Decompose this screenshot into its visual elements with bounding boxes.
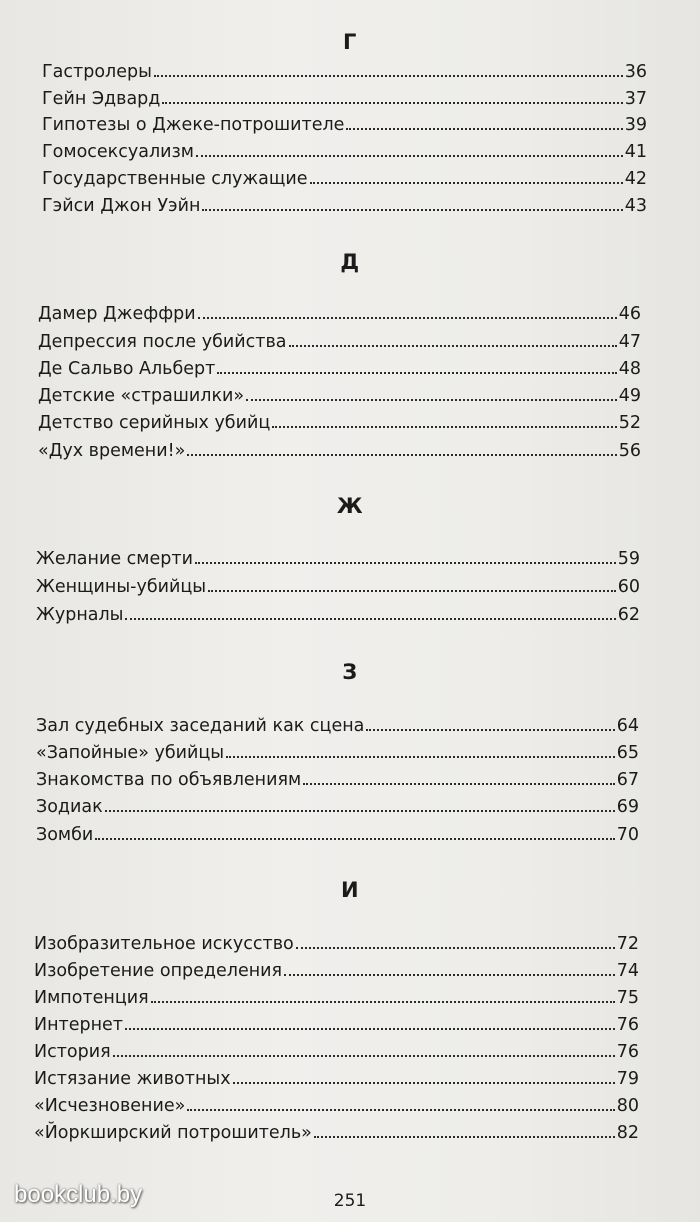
leader-dots <box>272 426 616 428</box>
entry-name: Знакомства по объявлениям <box>36 770 302 790</box>
entry-page: 70 <box>616 825 639 845</box>
index-entry <box>34 1069 639 1089</box>
entry-name: Истязание животных <box>34 1069 231 1089</box>
entry-page: 37 <box>624 89 647 109</box>
entry-page: 62 <box>617 605 640 625</box>
index-entry <box>36 605 640 625</box>
index-entry <box>34 1096 639 1116</box>
entry-name: Гэйси Джон Уэйн <box>42 196 201 216</box>
entry-name: Интернет <box>34 1015 124 1035</box>
leader-dots <box>95 838 614 840</box>
index-entry <box>36 549 640 569</box>
section-letter: Г <box>343 30 357 54</box>
leader-dots <box>303 783 615 785</box>
entry-page: 52 <box>618 413 641 433</box>
leader-dots <box>125 618 615 620</box>
entry-name: Изобразительное искусство <box>34 934 294 954</box>
index-entry <box>36 577 640 597</box>
entry-name: Желание смерти <box>36 549 193 569</box>
index-entry <box>42 196 647 216</box>
site-watermark: bookclub.by <box>14 1181 143 1208</box>
entry-name: Женщины-убийцы <box>36 577 207 597</box>
leader-dots <box>113 1055 615 1057</box>
index-entry <box>36 770 639 790</box>
leader-dots <box>105 810 615 812</box>
leader-dots <box>289 345 617 347</box>
entry-page: 39 <box>624 115 647 135</box>
page-number: 251 <box>333 1191 367 1211</box>
entry-page: 80 <box>616 1096 639 1116</box>
index-entry <box>42 169 647 189</box>
entry-name: Депрессия после убийства <box>38 332 287 352</box>
entry-page: 36 <box>624 62 647 82</box>
leader-dots <box>202 209 622 211</box>
entry-name: «Дух времени!» <box>38 441 186 461</box>
entry-name: Де Сальво Альберт <box>38 359 216 379</box>
entry-name: Гейн Эдвард <box>42 89 161 109</box>
entry-page: 74 <box>616 961 639 981</box>
entry-name: Зал судебных заседаний как сцена <box>36 716 365 736</box>
entry-page: 60 <box>617 577 640 597</box>
leader-dots <box>226 756 615 758</box>
entry-page: 76 <box>616 1015 639 1035</box>
entry-page: 75 <box>616 988 639 1008</box>
entry-page: 56 <box>618 441 641 461</box>
leader-dots <box>310 182 623 184</box>
entry-page: 82 <box>616 1123 639 1143</box>
entry-page: 41 <box>624 142 647 162</box>
index-entry <box>42 62 647 82</box>
index-entry <box>42 142 647 162</box>
entry-name: Гастролеры <box>42 62 152 82</box>
leader-dots <box>187 1109 614 1111</box>
entry-name: Журналы <box>36 605 124 625</box>
entry-name: «Йоркширский потрошитель» <box>34 1123 312 1143</box>
entry-page: 69 <box>616 797 639 817</box>
entry-page: 72 <box>616 934 639 954</box>
index-entry <box>34 934 639 954</box>
section-letter: И <box>340 878 360 902</box>
leader-dots <box>233 1082 615 1084</box>
entry-name: Детские «страшилки» <box>38 386 245 406</box>
entry-page: 64 <box>616 716 639 736</box>
index-entry <box>34 1123 639 1143</box>
index-entry <box>34 1015 639 1035</box>
index-entry <box>34 961 639 981</box>
entry-page: 47 <box>618 332 641 352</box>
entry-name: Изобретение определения <box>34 961 283 981</box>
entry-name: Импотенция <box>34 988 149 1008</box>
entry-name: «Запойные» убийцы <box>36 743 225 763</box>
leader-dots <box>314 1136 615 1138</box>
index-entry <box>36 825 639 845</box>
index-entry <box>36 716 639 736</box>
index-entry <box>36 797 639 817</box>
index-entry <box>38 304 641 324</box>
entry-name: Детство серийных убийц <box>38 413 271 433</box>
entry-page: 46 <box>618 304 641 324</box>
entry-name: Гомосексуализм <box>42 142 195 162</box>
section-letter: Ж <box>336 494 364 518</box>
entry-page: 49 <box>618 386 641 406</box>
leader-dots <box>284 974 615 976</box>
index-entry <box>36 743 639 763</box>
entry-name: История <box>34 1042 111 1062</box>
entry-name: Зомби <box>36 825 94 845</box>
index-entry <box>42 89 647 109</box>
leader-dots <box>196 155 623 157</box>
entry-name: Дамер Джеффри <box>38 304 196 324</box>
index-entry <box>38 413 641 433</box>
leader-dots <box>208 590 616 592</box>
entry-page: 76 <box>616 1042 639 1062</box>
section-letter: З <box>342 660 358 684</box>
index-entry <box>42 115 647 135</box>
entry-name: Государственные служащие <box>42 169 308 189</box>
entry-page: 48 <box>618 359 641 379</box>
index-entry <box>38 332 641 352</box>
index-entry <box>38 441 641 461</box>
entry-page: 65 <box>616 743 639 763</box>
leader-dots <box>246 399 617 401</box>
leader-dots <box>346 128 622 130</box>
entry-page: 43 <box>624 196 647 216</box>
index-entry <box>34 988 639 1008</box>
entry-page: 79 <box>616 1069 639 1089</box>
index-entry <box>38 359 641 379</box>
leader-dots <box>217 372 616 374</box>
leader-dots <box>198 317 617 319</box>
leader-dots <box>296 947 615 949</box>
section-letter: Д <box>340 250 360 274</box>
entry-name: Зодиак <box>36 797 103 817</box>
leader-dots <box>162 102 622 104</box>
leader-dots <box>187 454 616 456</box>
entry-page: 59 <box>617 549 640 569</box>
entry-page: 42 <box>624 169 647 189</box>
entry-page: 67 <box>616 770 639 790</box>
entry-name: «Исчезновение» <box>34 1096 186 1116</box>
index-entry <box>38 386 641 406</box>
entry-name: Гипотезы о Джеке-потрошителе <box>42 115 345 135</box>
leader-dots <box>195 562 616 564</box>
leader-dots <box>366 729 614 731</box>
leader-dots <box>125 1028 615 1030</box>
index-entry <box>34 1042 639 1062</box>
leader-dots <box>151 1001 615 1003</box>
leader-dots <box>154 75 623 77</box>
